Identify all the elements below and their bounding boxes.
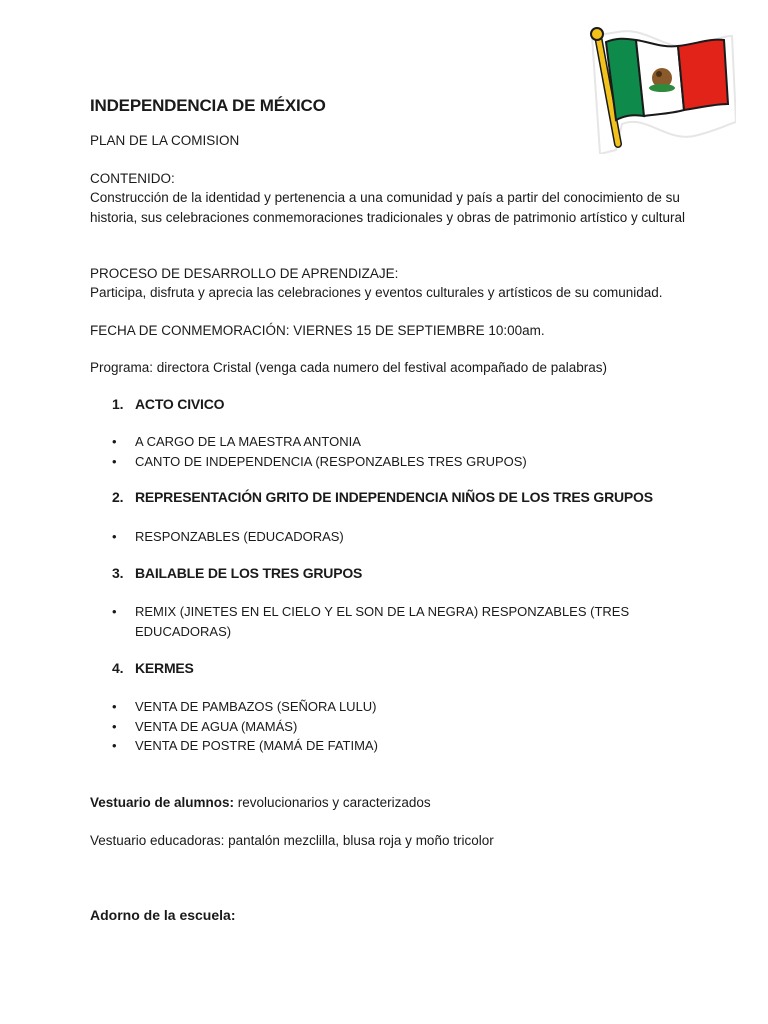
list-item: • VENTA DE POSTRE (MAMÁ DE FATIMA) [112,736,672,756]
contenido-label: CONTENIDO: [90,171,175,186]
mexico-flag-icon [586,22,736,154]
section-heading [112,489,653,505]
list-item: • A CARGO DE LA MAESTRA ANTONIA [112,432,672,452]
section-list [112,432,672,471]
proceso-text: Participa, disfruta y aprecia las celebraciones y eventos culturales y artísticos de su comunidad. [90,285,663,300]
vestuario-alumnos [90,793,431,813]
section-number: 1. [112,396,124,412]
section-heading [112,396,224,412]
vestuario-alumnos-value: revolucionarios y caracterizados [234,795,431,810]
section-title: BAILABLE DE LOS TRES GRUPOS [135,565,363,581]
section-title: REPRESENTACIÓN GRITO DE INDEPENDENCIA NIÑOS DE LOS TRES GRUPOS [135,489,653,505]
section-heading [112,565,362,581]
programa-text: Programa: directora Cristal (venga cada numero del festival acompañado de palabras) [90,360,608,375]
section-number: 4. [112,660,124,676]
adorno-heading: Adorno de la escuela: [90,907,236,923]
list-item: • VENTA DE PAMBAZOS (SEÑORA LULU) [112,697,672,717]
section-number: 3. [112,565,124,581]
section-list [112,697,672,756]
list-item: • CANTO DE INDEPENDENCIA (RESPONZABLES TRES GRUPOS) [112,452,672,472]
list-item: • REMIX (JINETES EN EL CIELO Y EL SON DE LA NEGRA) RESPONZABLES (TRES EDUCADORAS) [112,602,672,641]
vestuario-alumnos-label: Vestuario de alumnos: [90,795,235,810]
section-heading [112,660,194,676]
section-number: 2. [112,489,124,505]
section-title: ACTO CIVICO [135,396,225,412]
fecha-conmemoracion: FECHA DE CONMEMORACIÓN: VIERNES 15 DE SEPTIEMBRE 10:00am. [90,323,545,338]
list-item: • VENTA DE AGUA (MAMÁS) [112,717,672,737]
list-item: • RESPONZABLES (EDUCADORAS) [112,527,672,547]
section-list [112,602,672,641]
document-subtitle: PLAN DE LA COMISION [90,133,240,148]
section-list [112,527,672,547]
vestuario-educadoras: Vestuario educadoras: pantalón mezclilla, blusa roja y moño tricolor [90,833,494,848]
contenido-text: Construcción de la identidad y pertenencia a una comunidad y país a partir del conocimiento de su historia, sus celebraciones conmemoraciones tradicionales y obras de patrimonio artístico y cultural [90,190,686,225]
proceso-label: PROCESO DE DESARROLLO DE APRENDIZAJE: [90,266,399,281]
section-title: KERMES [135,660,194,676]
document-title: INDEPENDENCIA DE MÉXICO [90,96,326,115]
